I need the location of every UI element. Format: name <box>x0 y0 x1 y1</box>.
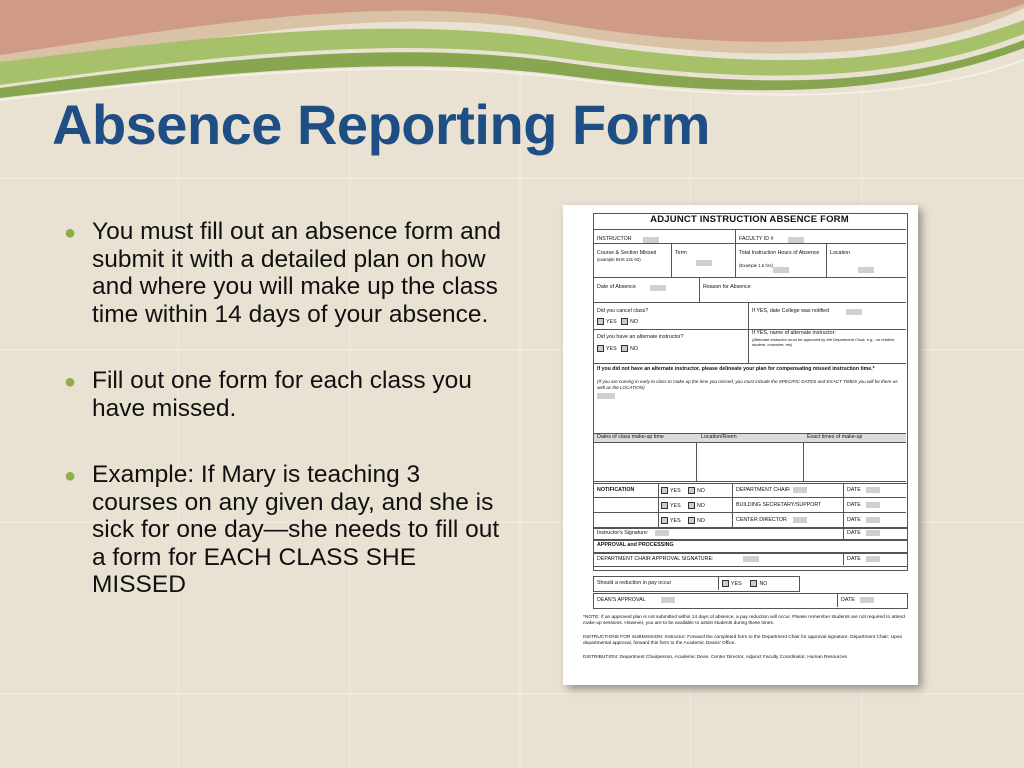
field-shade <box>846 309 862 315</box>
field-shade <box>860 597 874 603</box>
form-rule <box>593 363 906 364</box>
bullet-text: You must fill out an absence form and submit it with a detailed plan on how and where you will make up the class time within 14 days of your absence. <box>92 218 502 328</box>
form-distribution: DISTRIBUTION: Department Chairperson, Academic Dean, Center Director, Adjunct Faculty Coordinator, Human Resources <box>583 655 847 660</box>
checkbox-icon <box>661 487 668 494</box>
dept-chair-signature-label: DEPARTMENT CHAIR APPROVAL SIGNATURE: <box>597 556 714 562</box>
alt-instructor-name-label: If YES, name of alternate instructor: <box>752 330 836 336</box>
form-rule <box>658 483 659 527</box>
plan-instructions: (If you are coming in early to class to make up the time you missed, you must include the SPECIFIC DATES and EXACT TIMES you will be there as well as the LOCATION) <box>597 379 898 390</box>
bullet-dot-icon: ● <box>64 222 77 244</box>
notify-director-options: YES NO <box>661 517 705 524</box>
page-title: Absence Reporting Form <box>52 93 710 156</box>
form-rule <box>837 593 838 607</box>
form-rule <box>735 229 736 243</box>
total-hours-label: Total Instruction Hours of Absence <box>739 250 820 256</box>
bullet-dot-icon: ● <box>64 371 77 393</box>
form-title: ADJUNCT INSTRUCTION ABSENCE FORM <box>650 214 849 225</box>
pay-reduction-options: YES NO <box>722 580 767 587</box>
form-rule <box>843 483 844 527</box>
notify-chair-options: YES NO <box>661 487 705 494</box>
field-shade <box>655 530 669 536</box>
field-shade <box>866 556 880 562</box>
field-shade <box>661 597 675 603</box>
date-label: DATE <box>847 517 861 523</box>
form-rule <box>593 329 906 330</box>
bullet-dot-icon: ● <box>64 465 77 487</box>
field-shade <box>650 285 666 291</box>
bullet-text: Example: If Mary is teaching 3 courses on any given day, and she is sick for one day—she needs to fill out a form for EACH CLASS SHE MISSED <box>92 461 500 598</box>
form-note: *NOTE: If an approved plan is not submitted within 14 days of absence, a pay reduction will occur. Please remember students are not required to attend make-up sessions. However, you are to be available to assist students during these times. <box>583 615 905 626</box>
checkbox-icon <box>688 517 695 524</box>
form-rule <box>699 277 700 302</box>
cancel-question: Did you cancel class? <box>597 308 649 314</box>
form-rule <box>671 243 672 277</box>
checkbox-icon <box>722 580 729 587</box>
field-shade <box>743 556 759 562</box>
dept-chair-label: DEPARTMENT CHAIR <box>736 487 790 493</box>
date-label: DATE <box>841 597 855 603</box>
location-label: Location <box>830 250 851 256</box>
bullet-item <box>62 461 502 599</box>
checkbox-icon <box>621 345 628 352</box>
checkbox-icon <box>621 318 628 325</box>
form-rule <box>593 243 906 244</box>
term-label: Term <box>675 250 687 256</box>
field-shade <box>788 237 804 243</box>
form-rule <box>748 302 749 363</box>
field-shade <box>793 487 807 493</box>
form-rule <box>735 243 736 277</box>
bullet-text: Fill out one form for each class you have missed. <box>92 367 472 422</box>
form-rule <box>732 483 733 527</box>
form-rule <box>593 442 906 443</box>
instructor-label: INSTRUCTOR <box>597 236 632 242</box>
field-shade <box>858 267 874 273</box>
deans-approval-label: DEAN'S APPROVAL <box>597 597 646 603</box>
bullet-list <box>62 218 502 638</box>
form-rule <box>718 576 719 590</box>
form-rule <box>593 512 906 513</box>
checkbox-icon <box>597 345 604 352</box>
date-label: DATE <box>847 487 861 493</box>
field-shade <box>696 260 712 266</box>
faculty-id-label: FACULTY ID # <box>739 236 774 242</box>
approval-label: APPROVAL and PROCESSING <box>597 542 674 548</box>
form-rule <box>843 553 844 565</box>
checkbox-icon <box>688 487 695 494</box>
field-shade <box>866 487 880 493</box>
field-shade <box>597 393 615 399</box>
form-submission-instructions: INSTRUCTIONS FOR SUBMISSION: Instructor: Forward the completed form to the Department Chair for approval signature. Department Chair: Upon departmental approval, forward this form to the Academic Deans' Office. <box>583 635 903 646</box>
hours-example-label: (Example 1.5 hrs) <box>739 263 773 268</box>
date-label: DATE <box>847 556 861 562</box>
bullet-item <box>62 367 502 422</box>
notification-label: NOTIFICATION <box>597 487 635 493</box>
form-rule <box>593 481 906 482</box>
absence-form-image <box>563 205 918 685</box>
reason-label: Reason for Absence <box>703 284 751 290</box>
makeup-times-header: Exact times of make-up <box>807 434 863 440</box>
center-director-label: CENTER DIRECTOR <box>736 517 787 523</box>
checkbox-icon <box>661 517 668 524</box>
form-rule <box>826 243 827 277</box>
bullet-item <box>62 218 502 328</box>
instructor-signature-label: Instructor's Signature: <box>597 530 649 536</box>
form-rule <box>843 527 844 539</box>
field-shade <box>866 530 880 536</box>
checkbox-icon <box>750 580 757 587</box>
alt-instructor-options: YES NO <box>597 345 638 352</box>
field-shade <box>773 267 789 273</box>
makeup-dates-header: Dates of class make-up time <box>597 434 664 440</box>
checkbox-icon <box>661 502 668 509</box>
field-shade <box>643 237 659 243</box>
pay-reduction-question: Should a reduction in pay occur <box>597 580 672 586</box>
form-rule <box>593 497 906 498</box>
date-label: DATE <box>847 502 861 508</box>
date-of-absence-label: Date of Absence <box>597 284 636 290</box>
checkbox-icon <box>597 318 604 325</box>
form-rule <box>593 302 906 303</box>
cancel-options: YES NO <box>597 318 638 325</box>
course-section-label: Course & Section Missed <box>597 250 657 256</box>
field-shade <box>866 517 880 523</box>
date-label: DATE <box>847 530 861 536</box>
alt-instructor-question: Did you have an alternate instructor? <box>597 334 684 340</box>
notify-secretary-options: YES NO <box>661 502 705 509</box>
form-rule <box>593 277 906 278</box>
course-example-label: (example BHS 131-03) <box>597 257 641 262</box>
plan-heading: If you did not have an alternate instructor, please delineate your plan for compensating missed instruction time.* <box>597 366 875 372</box>
form-rule <box>593 229 906 230</box>
field-shade <box>793 517 807 523</box>
college-notified-label: If YES, date College was notified <box>752 308 830 314</box>
building-secretary-label: BUILDING SECRETARY/SUPPORT <box>736 502 822 508</box>
checkbox-icon <box>688 502 695 509</box>
alt-instructor-note: (Alternate instructor must be approved by the Department Chair, e.g., no relative, student, coworker, etc) <box>752 337 896 347</box>
makeup-location-header: Location/Room <box>701 434 737 440</box>
field-shade <box>866 502 880 508</box>
